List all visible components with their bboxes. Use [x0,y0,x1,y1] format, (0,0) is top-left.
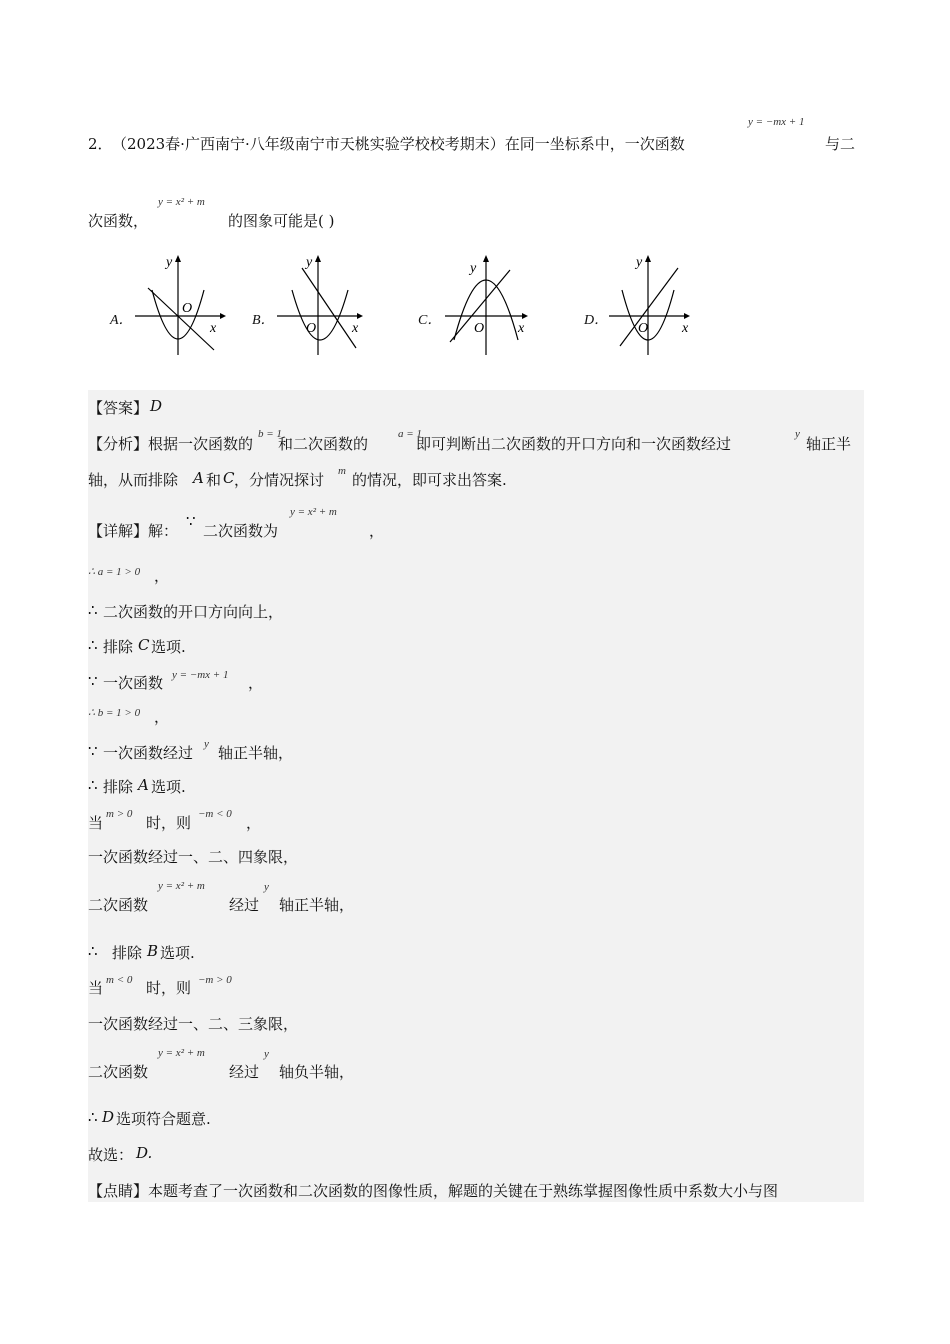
detail-text: 选项. [151,778,186,796]
detail-text: 经过 [229,896,260,914]
detail-formula: y = −mx + 1 [172,669,229,681]
analysis-text: 轴正半 [806,435,852,453]
detail-tag: 【详解】 [88,522,149,540]
detail-text: 解： [148,522,179,540]
detail-text: 选项符合题意. [116,1110,211,1128]
detail-text: 时，则 [146,979,192,997]
detail-text: ， [246,814,262,832]
detail-formula: y [204,738,209,750]
therefore-symbol: ∴ [88,776,98,794]
detail-formula: m < 0 [106,974,133,986]
question-line2-start: 次函数， [88,212,149,230]
answer-value: D [150,397,163,415]
option-d-graph[interactable] [604,250,704,360]
detail-formula: m > 0 [106,808,133,820]
therefore-symbol: ∴ [88,1108,98,1126]
because-symbol: ∵ [88,742,98,760]
detail-formula: y = x² + m [290,506,337,518]
because-symbol: ∵ [88,672,98,690]
option-d-label[interactable]: D． [584,313,609,328]
because-symbol: ∵ [186,512,196,530]
detail-text: ， [154,567,170,585]
detail-formula: −m > 0 [198,974,232,986]
option-b-graph[interactable] [272,250,372,360]
detail-option: D. [136,1144,153,1162]
analysis-formula-y: y [795,428,800,440]
detail-text: 经过 [229,1063,260,1081]
option-a-x-label: x [210,321,217,336]
detail-text: 故选： [88,1146,134,1164]
detail-text: 一次函数经过一、二、四象限， [88,848,299,866]
detail-text: 排除 [112,944,143,962]
detail-formula: ∴ b = 1 > 0 [88,707,141,719]
detail-formula: −m < 0 [198,808,232,820]
detail-option: D [102,1108,115,1126]
detail-text: 轴正半轴， [279,896,355,914]
therefore-symbol: ∴ [88,601,98,619]
comment-text: 本题考查了一次函数和二次函数的图像性质，解题的关键在于熟练掌握图像性质中系数大小与图 [148,1182,779,1200]
option-c-y-label: y [470,261,477,276]
detail-text: 二次函数为 [203,522,279,540]
detail-text: 二次函数 [88,1063,149,1081]
detail-formula: ∴ a = 1 > 0 [88,566,141,578]
question-source: （2023春·广西南宁·八年级南宁市天桃实验学校校考期末）在同一坐标系中，一次函数 [112,135,685,153]
solution-panel [88,390,864,1202]
detail-text: 选项. [151,638,186,656]
option-b-origin-label: O [306,321,317,336]
analysis-text: ，分情况探讨 [234,471,325,489]
option-a-origin-label: O [182,301,193,316]
analysis-text: 和二次函数的 [278,435,369,453]
option-a-graph[interactable] [130,250,230,360]
detail-text: 二次函数 [88,896,149,914]
detail-text: 排除 [103,638,134,656]
linear-formula: y = −mx + 1 [748,116,805,128]
analysis-tag: 【分析】 [88,435,149,453]
option-c-label[interactable]: C． [418,313,442,328]
option-b-x-label: x [352,321,359,336]
detail-text: 当 [88,814,104,832]
detail-option: C [138,636,150,654]
option-d-x-label: x [682,321,689,336]
analysis-formula-b: b = 1 [258,428,282,440]
detail-text: 排除 [103,778,134,796]
detail-formula: y [264,1048,269,1060]
detail-text: 轴正半轴， [218,744,294,762]
detail-text: 选项. [160,944,195,962]
detail-text: ， [369,522,385,540]
detail-formula: y = x² + m [158,1047,205,1059]
analysis-formula-a: a = 1 [398,428,422,440]
analysis-text: 即可判断出二次函数的开口方向和一次函数经过 [416,435,732,453]
detail-text: 一次函数经过 [103,744,194,762]
analysis-text: 和 [206,471,222,489]
answer-tag: 【答案】 [88,399,149,417]
detail-text: 当 [88,979,104,997]
analysis-text: 轴，从而排除 [88,471,179,489]
detail-option: A [138,776,149,794]
comment-tag: 【点睛】 [88,1182,149,1200]
option-d-y-label: y [636,255,643,270]
option-b-label[interactable]: B． [252,313,275,328]
option-c-origin-label: O [474,321,485,336]
option-a-label[interactable]: A． [110,313,133,328]
analysis-text: 的情况，即可求出答案. [352,471,507,489]
detail-text: 一次函数经过一、二、三象限， [88,1015,299,1033]
therefore-symbol: ∴ [88,636,98,654]
detail-formula: y [264,881,269,893]
analysis-option: C [223,469,235,487]
option-a-y-label: y [166,255,173,270]
detail-text: ， [154,708,170,726]
detail-text: 时，则 [146,814,192,832]
option-d-origin-label: O [638,321,649,336]
detail-text: ， [248,674,264,692]
detail-text: 二次函数的开口方向向上， [103,603,284,621]
analysis-formula-m: m [338,465,346,477]
detail-text: 一次函数 [103,674,164,692]
quadratic-formula: y = x² + m [158,196,205,208]
therefore-symbol: ∴ [88,942,98,960]
detail-option: B [147,942,159,960]
analysis-option: A [193,469,204,487]
option-b-y-label: y [306,255,313,270]
question-number: 2． [88,135,113,153]
detail-formula: y = x² + m [158,880,205,892]
analysis-text: 根据一次函数的 [148,435,254,453]
question-connector: 与二 [825,135,856,153]
option-c-graph[interactable] [440,250,540,360]
option-c-x-label: x [518,321,525,336]
question-line2-end: 的图象可能是( ) [228,212,335,230]
detail-text: 轴负半轴， [279,1063,355,1081]
